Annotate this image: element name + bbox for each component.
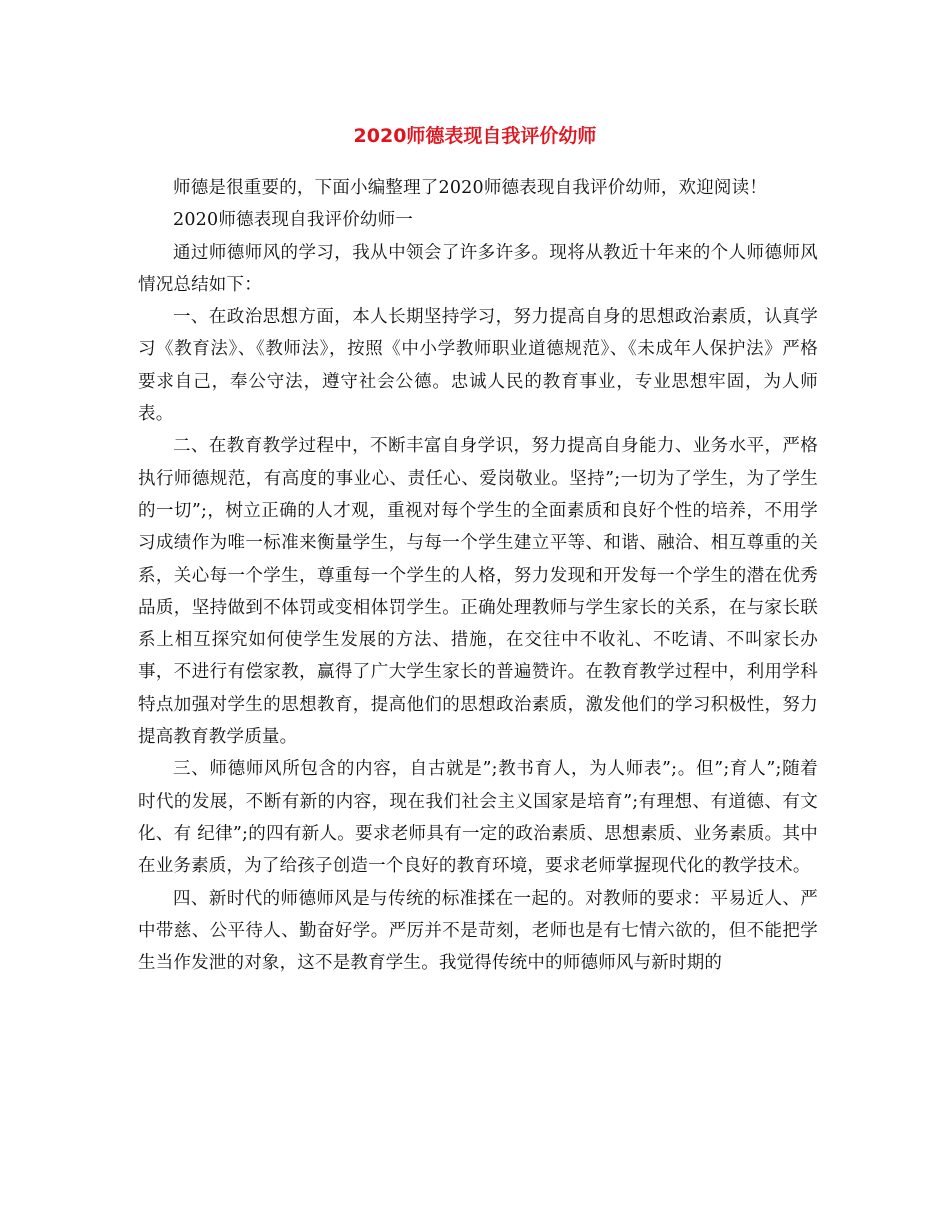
body-paragraph: 通过师德师风的学习，我从中领会了许多许多。现将从教近十年来的个人师德师风情况总结如下： (138, 242, 818, 295)
body-paragraph: 二、在教育教学过程中，不断丰富自身学识，努力提高自身能力、业务水平，严格执行师德规范，有高度的事业心、责任心、爱岗敬业。坚持”;一切为了学生，为了学生的一切”;，树立正确的人才观，重视对每个学生的全面素质和良好个性的培养，不用学习成绩作为唯一标准来衡量学生，与每一个学生建立平等、和谐、融洽、相互尊重的关系，关心每一个学生，尊重每一个学生的人格，努力发现和开发每一个学生的潜在优秀品质，坚持做到不体罚或变相体罚学生。正确处理教师与学生家长的关系，在与家长联系上相互探究如何使学生发展的方法、措施，在交往中不收礼、不吃请、不叫家长办事，不进行有偿家教，赢得了广大学生家长的普遍赞许。在教育教学过程中，利用学科特点加强对学生的思想教育，提高他们的思想政治素质，激发他们的学习积极性，努力提高教育教学质量。 (138, 436, 818, 748)
section-heading: 2020师德表现自我评价幼师一 (173, 210, 414, 231)
document-body (138, 172, 818, 979)
intro-paragraph: 师德是很重要的，下面小编整理了2020师德表现自我评价幼师，欢迎阅读！ (173, 178, 768, 198)
body-paragraph: 四、新时代的师德师风是与传统的标准揉在一起的。对教师的要求：平易近人、严中带慈、公平待人、勤奋好学。严厉并不是苛刻，老师也是有七情六欲的，但不能把学生当作发泄的对象，这不是教育学生。我觉得传统中的师德师风与新时期的 (138, 888, 818, 974)
document-title: 2020师德表现自我评价幼师 (353, 125, 597, 147)
body-paragraph: 一、在政治思想方面，本人长期坚持学习，努力提高自身的思想政治素质，认真学习《教育法》、《教师法》，按照《中小学教师职业道德规范》、《未成年人保护法》严格要求自己，奉公守法，遵守社会公德。忠诚人民的教育事业，专业思想牢固，为人师表。 (138, 307, 818, 425)
body-paragraph: 三、师德师风所包含的内容，自古就是”;教书育人，为人师表”;。但”;育人”;随着时代的发展，不断有新的内容，现在我们社会主义国家是培育”;有理想、有道德、有文化、有 纪律”;的四有新人。要求老师具有一定的政治素质、思想素质、业务素质。其中在业务素质，为了给孩子创造一个良好的教育环境，要求老师掌握现代化的教学技术。 (138, 759, 818, 877)
